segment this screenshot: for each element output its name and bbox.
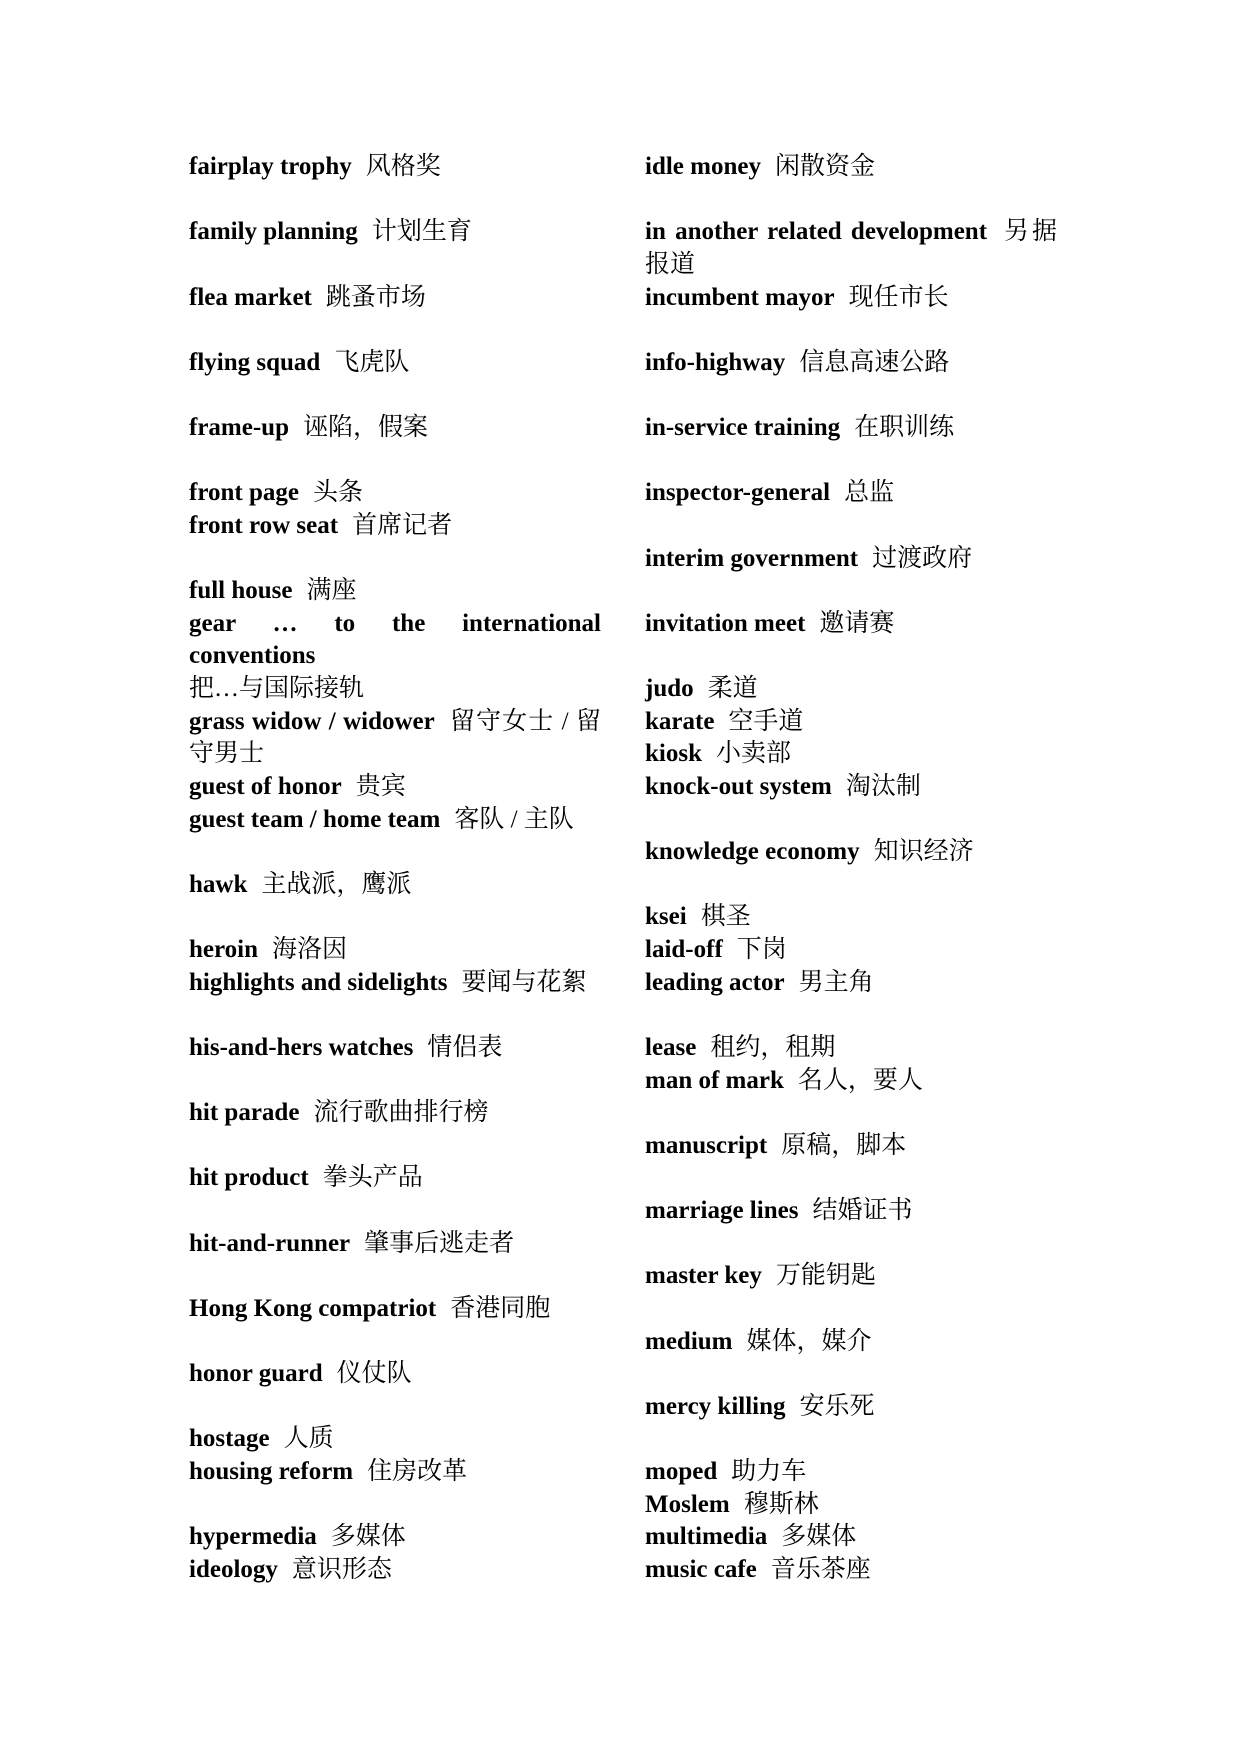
chinese-translation: 穆斯林	[743, 1490, 819, 1518]
chinese-translation: 名人，要人	[797, 1066, 923, 1094]
english-term: mercy killing	[645, 1392, 786, 1420]
chinese-translation: 知识经济	[873, 838, 974, 866]
chinese-translation-continuation: 报道	[645, 250, 696, 278]
glossary-entry	[189, 1032, 601, 1065]
blank-line	[645, 1358, 1057, 1391]
chinese-translation: 媒体，媒介	[746, 1327, 872, 1355]
english-term: ksei	[645, 903, 687, 931]
chinese-translation-continuation: 守男士	[189, 740, 265, 768]
glossary-entry	[645, 673, 1057, 706]
glossary-entry	[645, 1032, 1057, 1065]
english-term: hit parade	[189, 1099, 300, 1127]
chinese-translation: 现任市长	[848, 283, 949, 311]
chinese-translation: 风格奖	[365, 153, 441, 180]
chinese-translation: 客队 / 主队	[454, 805, 574, 833]
english-term: Moslem	[645, 1490, 730, 1518]
chinese-translation: 助力车	[731, 1458, 807, 1485]
glossary-entry	[645, 216, 1057, 249]
english-term: family planning	[189, 218, 358, 246]
glossary-entry-continuation	[189, 640, 601, 673]
chinese-translation: 计划生育	[371, 218, 472, 246]
english-term: front row seat	[189, 511, 339, 539]
glossary-entry	[189, 869, 601, 902]
english-term: medium	[645, 1327, 733, 1355]
glossary-entry	[189, 771, 601, 804]
blank-line	[189, 1130, 601, 1163]
chinese-translation: 把…与国际接轨	[189, 675, 365, 702]
english-term: man of mark	[645, 1066, 784, 1094]
english-term: highlights and sidelights	[189, 968, 448, 996]
chinese-translation: 主战派，鹰派	[261, 870, 412, 898]
english-term: manuscript	[645, 1131, 768, 1159]
glossary-entry	[189, 1521, 601, 1554]
glossary-entry	[645, 1391, 1057, 1424]
chinese-translation: 意识形态	[291, 1555, 392, 1583]
glossary-entry	[189, 216, 601, 249]
chinese-translation: 小卖部	[715, 740, 791, 768]
glossary-entry	[645, 412, 1057, 445]
blank-line	[189, 1065, 601, 1098]
english-term: judo	[645, 675, 694, 702]
chinese-translation: 空手道	[728, 707, 804, 735]
glossary-entry	[189, 151, 601, 184]
blank-line	[645, 445, 1057, 478]
english-term: fairplay trophy	[189, 153, 352, 180]
chinese-translation: 住房改革	[367, 1458, 468, 1485]
chinese-translation: 人质	[283, 1425, 334, 1453]
glossary-entry	[189, 1097, 601, 1130]
chinese-translation: 海洛因	[272, 936, 348, 963]
glossary-entry	[189, 804, 601, 837]
english-term: in another related development	[645, 218, 988, 246]
blank-line	[189, 543, 601, 576]
english-term: invitation meet	[645, 609, 806, 637]
glossary-entry	[645, 608, 1057, 641]
chinese-translation: 要闻与花絮	[461, 968, 587, 996]
english-term: karate	[645, 707, 715, 735]
blank-line	[189, 1489, 601, 1522]
english-term: frame-up	[189, 414, 289, 441]
glossary-entry	[189, 934, 601, 967]
english-term: info-highway	[645, 348, 786, 376]
glossary-entry	[645, 1521, 1057, 1554]
left-column	[189, 151, 601, 1587]
blank-line	[645, 1293, 1057, 1326]
chinese-translation: 总监	[844, 479, 895, 507]
chinese-translation: 下岗	[736, 936, 787, 963]
glossary-entry	[645, 771, 1057, 804]
chinese-translation: 邀请赛	[819, 609, 895, 637]
glossary-entry-continuation	[189, 673, 601, 706]
blank-line	[645, 510, 1057, 543]
glossary-entry	[645, 901, 1057, 934]
english-term: inspector-general	[645, 479, 831, 507]
english-term: guest of honor	[189, 772, 342, 800]
glossary-entry	[189, 347, 601, 380]
glossary-entry	[189, 1228, 601, 1261]
blank-line	[189, 836, 601, 869]
glossary-entry	[189, 967, 601, 1000]
english-term: master key	[645, 1262, 762, 1290]
blank-line	[189, 1260, 601, 1293]
blank-line	[645, 1162, 1057, 1195]
blank-line	[645, 1423, 1057, 1456]
glossary-entry	[645, 151, 1057, 184]
glossary-entry	[189, 1162, 601, 1195]
blank-line	[645, 999, 1057, 1032]
english-term: full house	[189, 577, 293, 605]
glossary-entry	[645, 1065, 1057, 1098]
english-term: interim government	[645, 544, 859, 572]
chinese-translation: 流行歌曲排行榜	[313, 1099, 489, 1127]
glossary-entry	[645, 934, 1057, 967]
chinese-translation: 租约，租期	[710, 1033, 836, 1061]
glossary-entry	[189, 1293, 601, 1326]
glossary-entry	[189, 1456, 601, 1489]
english-term: grass widow / widower	[189, 707, 435, 735]
chinese-translation: 香港同胞	[450, 1294, 551, 1322]
glossary-entry	[645, 1260, 1057, 1293]
chinese-translation: 贵宾	[355, 772, 406, 800]
blank-line	[645, 379, 1057, 412]
english-term: incumbent mayor	[645, 283, 835, 311]
chinese-translation: 安乐死	[799, 1392, 875, 1420]
english-term: flea market	[189, 283, 312, 311]
blank-line	[645, 804, 1057, 837]
blank-line	[189, 379, 601, 412]
blank-line	[189, 314, 601, 347]
glossary-entry-continuation	[189, 738, 601, 771]
english-term: multimedia	[645, 1523, 768, 1551]
english-term: laid-off	[645, 936, 723, 963]
glossary-entry	[189, 608, 601, 641]
blank-line	[645, 869, 1057, 902]
chinese-translation: 另据	[1001, 218, 1057, 246]
glossary-entry-continuation	[645, 249, 1057, 282]
glossary-entry	[189, 282, 601, 315]
english-term: front page	[189, 479, 299, 507]
blank-line	[645, 575, 1057, 608]
glossary-entry	[645, 1130, 1057, 1163]
glossary-entry	[189, 1423, 601, 1456]
english-term: honor guard	[189, 1360, 323, 1388]
glossary-entry	[645, 1554, 1057, 1587]
chinese-translation: 首席记者	[352, 511, 453, 539]
glossary-entry	[189, 510, 601, 543]
chinese-translation: 在职训练	[854, 414, 955, 441]
chinese-translation: 过渡政府	[872, 544, 973, 572]
english-term: hawk	[189, 870, 248, 898]
chinese-translation: 仪仗队	[336, 1360, 412, 1388]
glossary-entry	[645, 706, 1057, 739]
chinese-translation: 跳蚤市场	[325, 283, 426, 311]
chinese-translation: 棋圣	[700, 903, 751, 931]
glossary-entry	[645, 1489, 1057, 1522]
chinese-translation: 情侣表	[427, 1033, 503, 1061]
chinese-translation: 多媒体	[330, 1523, 406, 1551]
english-term: kiosk	[645, 740, 702, 768]
blank-line	[189, 1326, 601, 1359]
glossary-entry	[645, 967, 1057, 1000]
glossary-entry	[645, 1456, 1057, 1489]
chinese-translation: 万能钥匙	[775, 1262, 876, 1290]
blank-line	[189, 999, 601, 1032]
blank-line	[645, 184, 1057, 217]
chinese-translation: 头条	[312, 479, 363, 507]
english-term: leading actor	[645, 968, 785, 996]
english-term: hypermedia	[189, 1523, 317, 1551]
english-term: knock-out system	[645, 772, 832, 800]
chinese-translation: 信息高速公路	[799, 348, 950, 376]
glossary-entry	[645, 543, 1057, 576]
english-term: moped	[645, 1458, 718, 1485]
english-term: marriage lines	[645, 1197, 799, 1224]
glossary-entry	[645, 282, 1057, 315]
glossary-entry	[645, 347, 1057, 380]
blank-line	[645, 640, 1057, 673]
right-column	[645, 151, 1057, 1587]
chinese-translation: 肇事后逃走者	[364, 1229, 515, 1257]
blank-line	[189, 445, 601, 478]
english-term: music cafe	[645, 1555, 757, 1583]
chinese-translation: 飞虎队	[334, 348, 410, 376]
blank-line	[189, 249, 601, 282]
glossary-entry	[645, 477, 1057, 510]
glossary-entry	[189, 1358, 601, 1391]
english-term: hit product	[189, 1164, 309, 1192]
glossary-entry	[645, 836, 1057, 869]
blank-line	[189, 901, 601, 934]
blank-line	[645, 1097, 1057, 1130]
english-term: gear … to the international	[189, 609, 601, 637]
english-term: guest team / home team	[189, 805, 441, 833]
english-term: his-and-hers watches	[189, 1033, 414, 1061]
blank-line	[189, 1391, 601, 1424]
english-term: Hong Kong compatriot	[189, 1294, 437, 1322]
blank-line	[645, 314, 1057, 347]
glossary-entry	[189, 1554, 601, 1587]
chinese-translation: 诬陷，假案	[302, 414, 428, 441]
blank-line	[189, 184, 601, 217]
blank-line	[645, 1228, 1057, 1261]
glossary-entry	[189, 706, 601, 739]
chinese-translation: 满座	[306, 577, 357, 605]
glossary-entry	[189, 412, 601, 445]
chinese-translation: 音乐茶座	[770, 1555, 871, 1583]
chinese-translation: 拳头产品	[322, 1164, 423, 1192]
chinese-translation: 原稿，脚本	[781, 1131, 907, 1159]
english-term: hit-and-runner	[189, 1229, 351, 1257]
english-term: housing reform	[189, 1458, 354, 1485]
english-term: hostage	[189, 1425, 270, 1453]
english-term-continuation: conventions	[189, 642, 316, 670]
english-term: heroin	[189, 936, 258, 963]
glossary-entry	[645, 1326, 1057, 1359]
glossary-entry	[189, 477, 601, 510]
glossary-entry	[645, 1195, 1057, 1228]
chinese-translation: 男主角	[798, 968, 874, 996]
chinese-translation: 留守女士 / 留	[448, 707, 601, 735]
english-term: lease	[645, 1033, 697, 1061]
glossary-entry	[189, 575, 601, 608]
english-term: in-service training	[645, 414, 841, 441]
blank-line	[189, 1195, 601, 1228]
chinese-translation: 柔道	[707, 675, 758, 702]
english-term: flying squad	[189, 348, 321, 376]
english-term: knowledge economy	[645, 838, 860, 866]
chinese-translation: 淘汰制	[845, 772, 921, 800]
chinese-translation: 多媒体	[781, 1523, 857, 1551]
glossary-entry	[645, 738, 1057, 771]
english-term: ideology	[189, 1555, 278, 1583]
english-term: idle money	[645, 153, 761, 180]
chinese-translation: 闲散资金	[774, 153, 875, 180]
chinese-translation: 结婚证书	[812, 1197, 913, 1224]
